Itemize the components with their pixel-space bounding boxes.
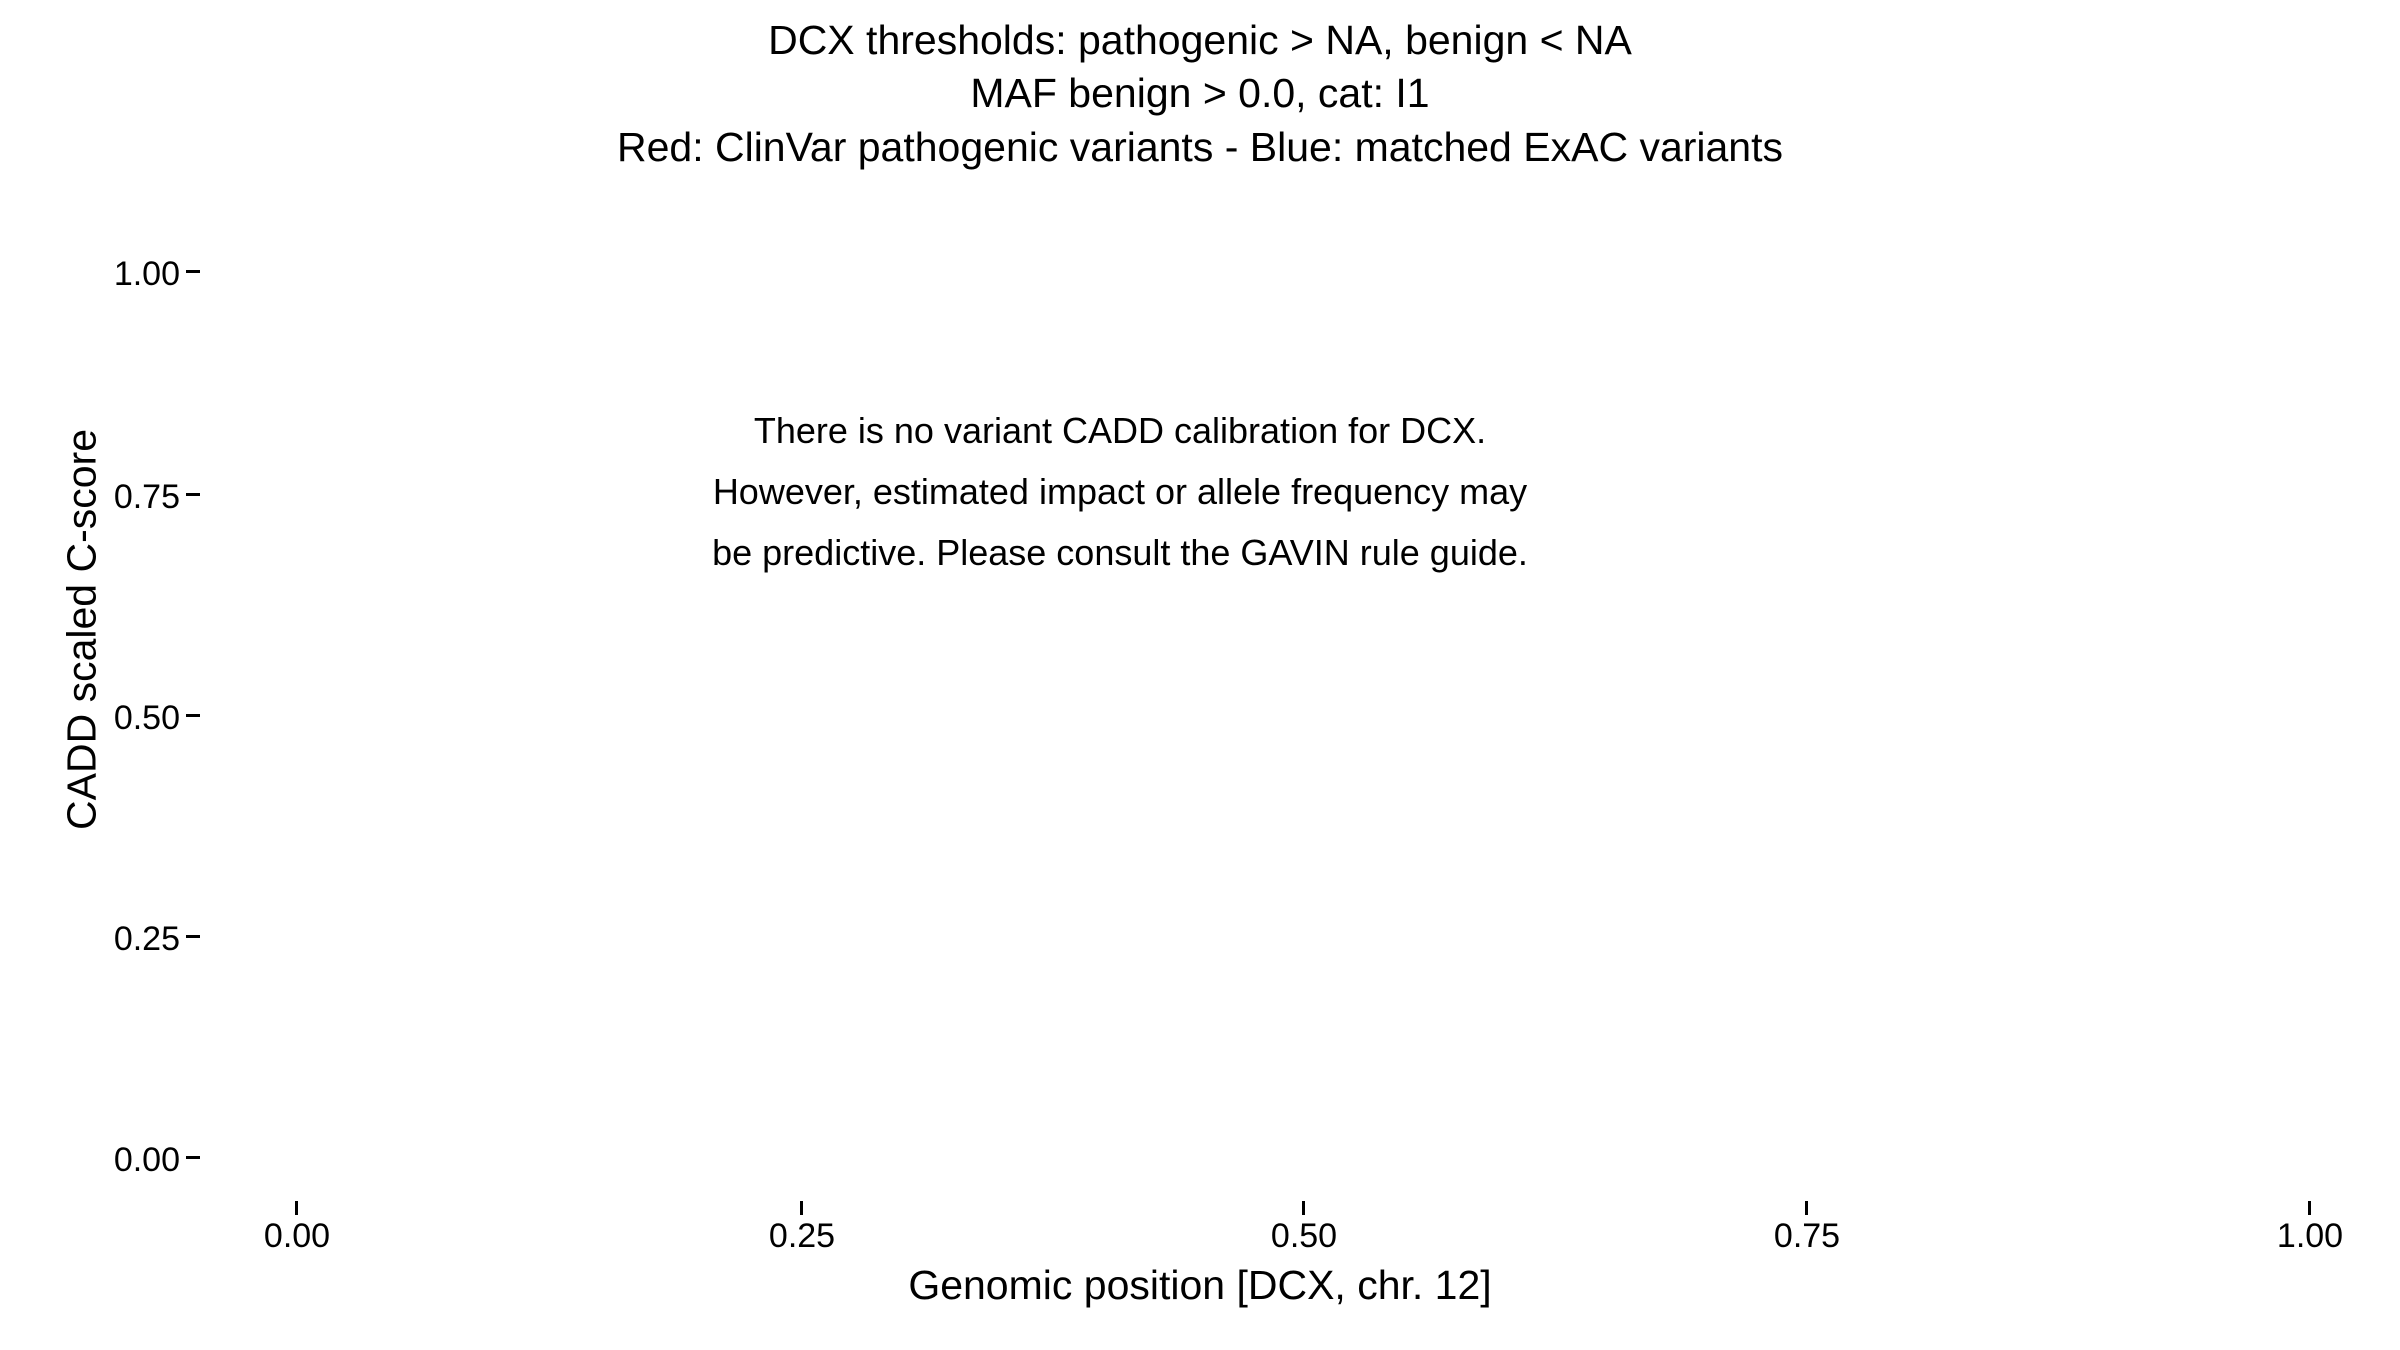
chart-annotation-line-1: There is no variant CADD calibration for DCX. — [753, 410, 1487, 451]
x-tick-mark-0.50 — [1302, 1201, 1305, 1215]
chart-annotation — [460, 400, 1780, 584]
x-tick-mark-1.00 — [2308, 1201, 2311, 1215]
y-tick-mark-0.50 — [186, 714, 200, 717]
y-tick-mark-0.00 — [186, 1156, 200, 1159]
chart-annotation-line-2: However, estimated impact or allele frequency may — [712, 471, 1528, 513]
chart-title — [0, 14, 2400, 174]
y-tick-label-0.00: 0.00 — [113, 1141, 180, 1179]
chart-title-line-2: MAF benign > 0.0, cat: I1 — [970, 70, 1430, 117]
x-tick-label-0.00: 0.00 — [263, 1217, 331, 1255]
x-tick-label-0.50: 0.50 — [1270, 1217, 1338, 1255]
y-tick-label-0.75: 0.75 — [113, 478, 180, 516]
x-tick-label-1.00: 1.00 — [2276, 1217, 2344, 1255]
x-axis-label: Genomic position [DCX, chr. 12] — [908, 1262, 1492, 1308]
y-tick-mark-0.75 — [186, 493, 200, 496]
plot-panel — [195, 245, 2370, 1245]
x-tick-mark-0.00 — [295, 1201, 298, 1215]
y-axis-label: CADD scaled C-score — [58, 429, 105, 830]
chart-annotation-line-3: be predictive. Please consult the GAVIN rule guide. — [712, 532, 1528, 574]
chart-title-line-1: DCX thresholds: pathogenic > NA, benign < NA — [768, 17, 1632, 63]
y-tick-mark-1.00 — [186, 270, 200, 273]
chart-title-line-3: Red: ClinVar pathogenic variants - Blue: matched ExAC variants — [616, 123, 1784, 170]
x-tick-label-0.75: 0.75 — [1773, 1217, 1841, 1255]
x-tick-label-0.25: 0.25 — [768, 1217, 836, 1255]
x-tick-mark-0.25 — [800, 1201, 803, 1215]
y-tick-label-1.00: 1.00 — [113, 255, 180, 293]
y-tick-mark-0.25 — [186, 935, 200, 938]
y-tick-label-0.50: 0.50 — [113, 699, 180, 737]
x-tick-mark-0.75 — [1805, 1201, 1808, 1215]
y-tick-label-0.25: 0.25 — [113, 920, 180, 958]
